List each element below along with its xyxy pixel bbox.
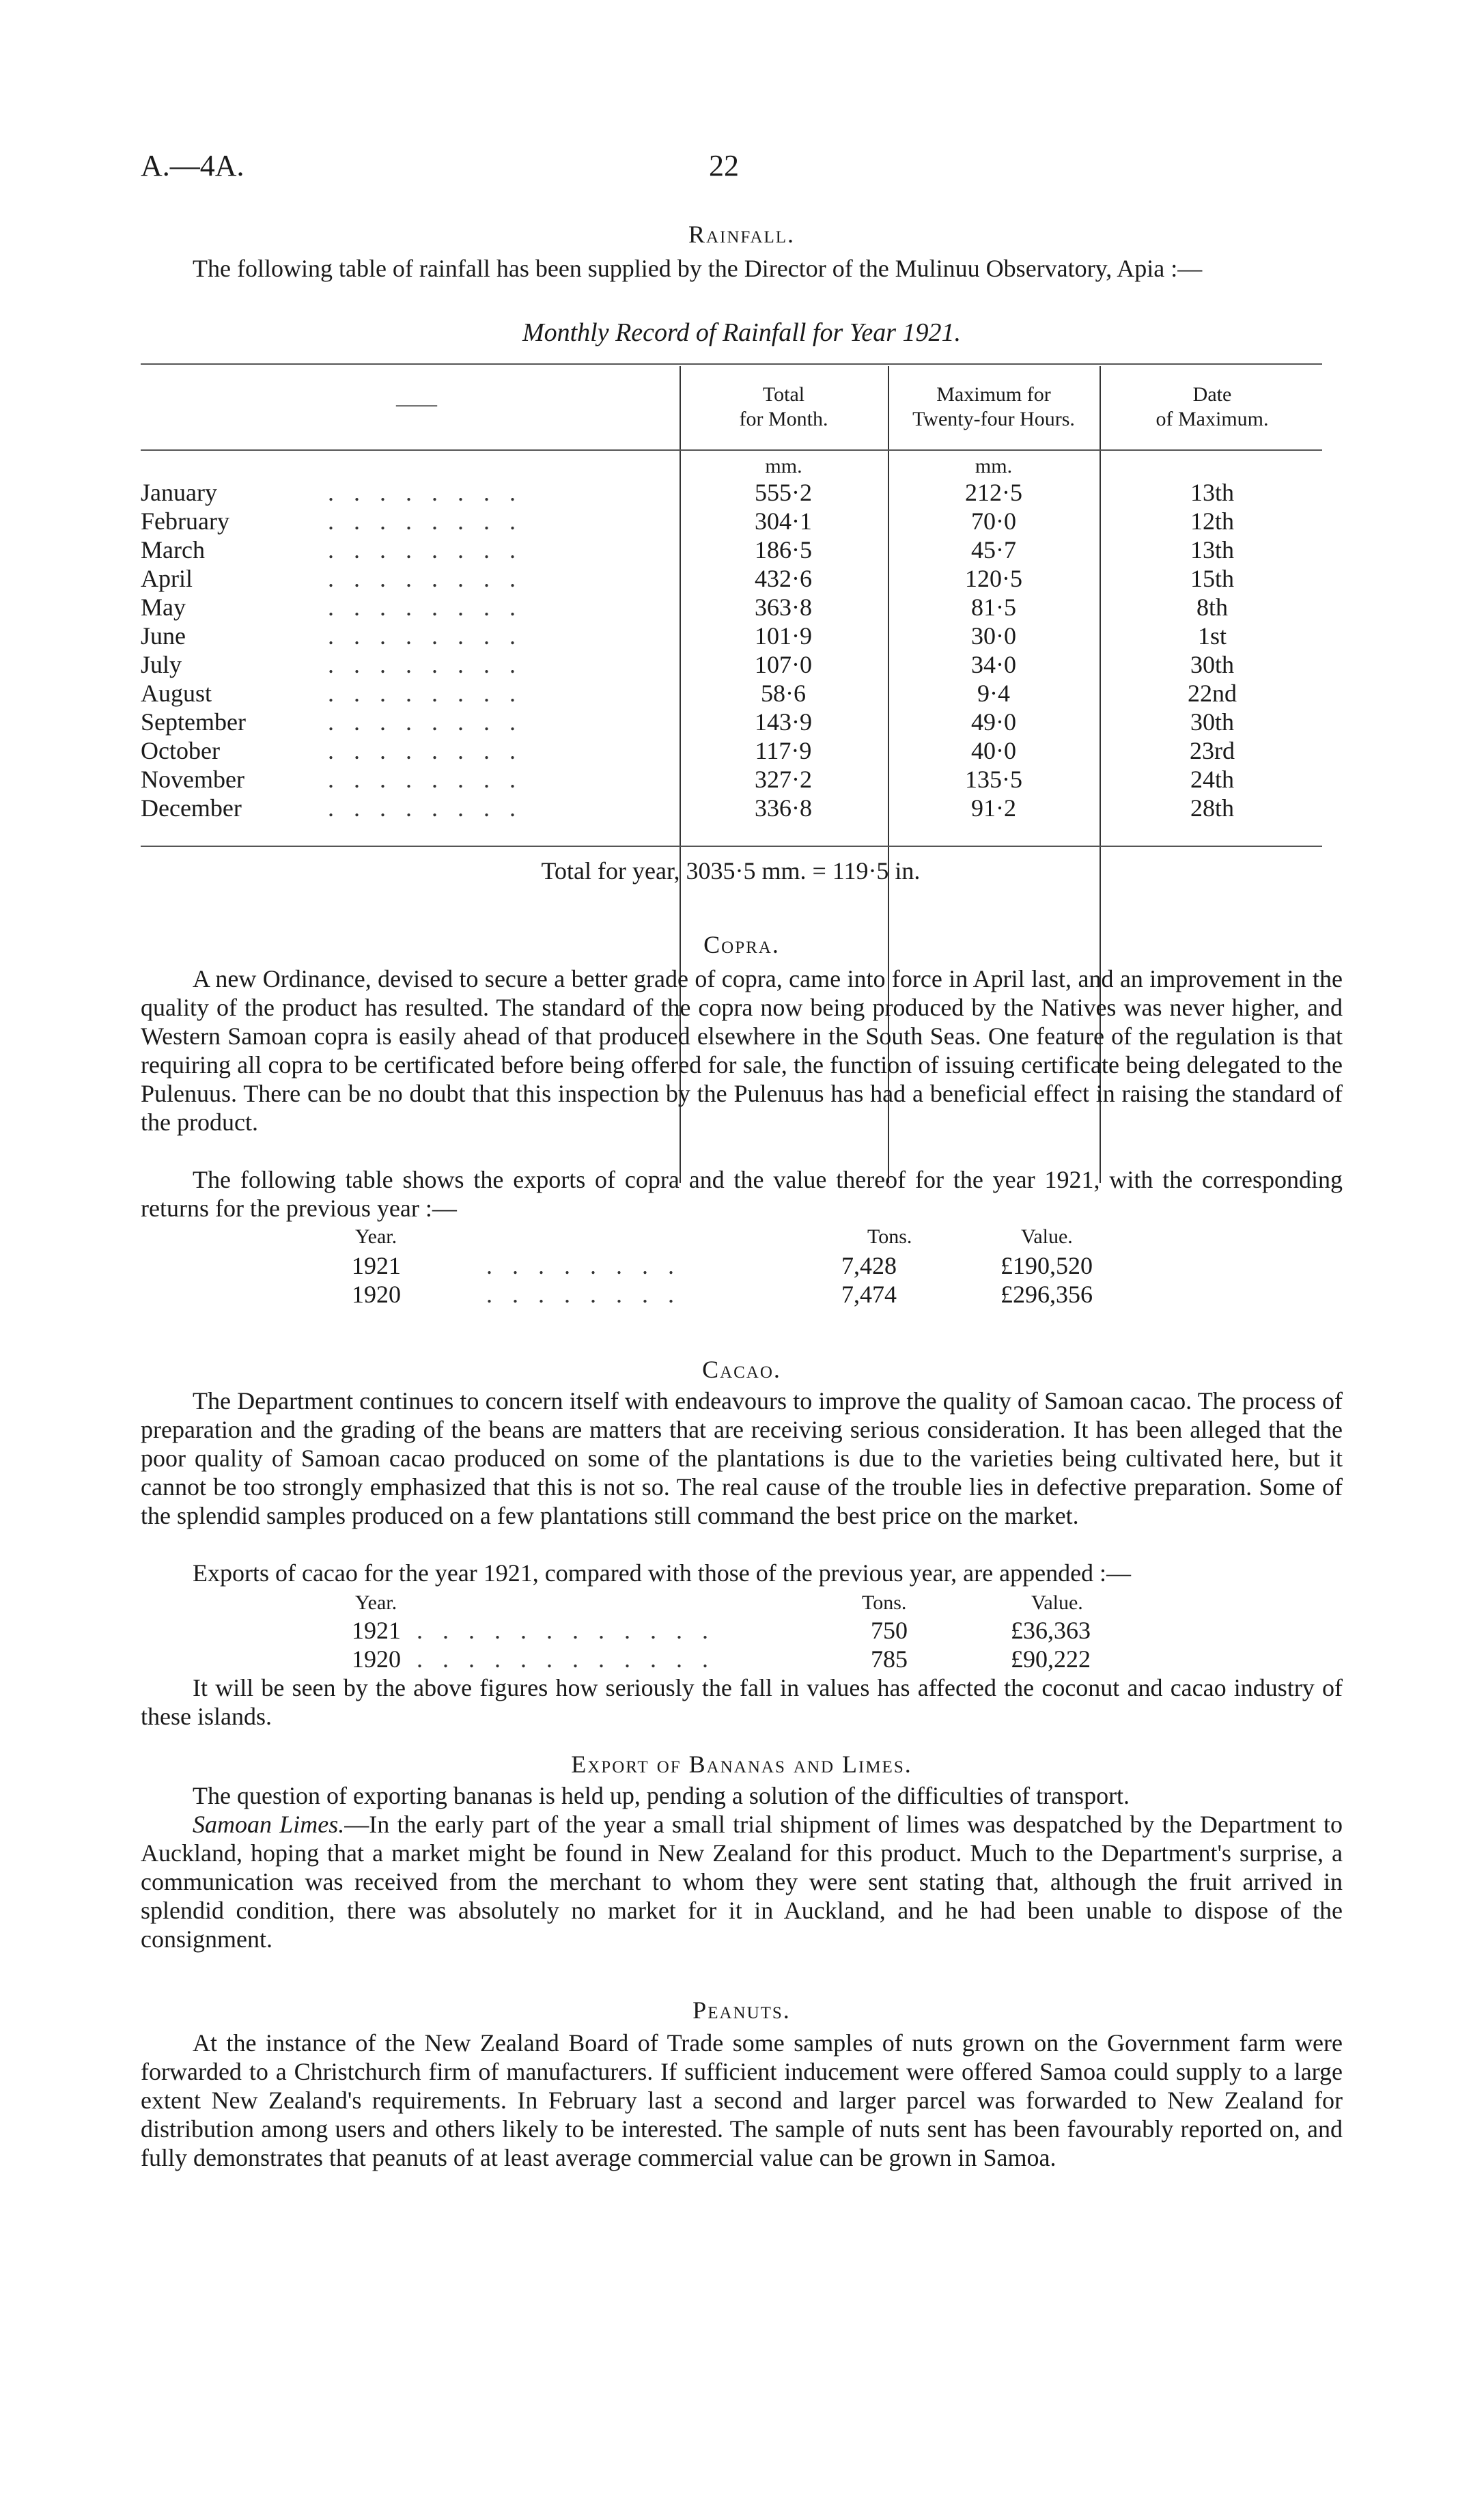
dot-leader: . . . . . . . . <box>486 1281 681 1308</box>
cell-tons: 7,474 <box>841 1281 897 1308</box>
cell-maximum: 30·0 <box>971 622 1016 650</box>
cell-month: October <box>141 737 220 764</box>
rainfall-heading: Rainfall. <box>688 221 796 248</box>
dot-leader: . . . . . . . . <box>328 737 522 764</box>
column-header-label: —— <box>396 393 437 415</box>
cell-date: 12th <box>1190 507 1234 535</box>
cell-year: 1921 <box>352 1617 401 1644</box>
cell-total: 327·2 <box>755 766 812 793</box>
rainfall-intro: The following table of rainfall has been supplied by the Director of the Mulinuu Observatory, Apia :— <box>193 255 1203 282</box>
cacao-paragraph-2: Exports of cacao for the year 1921, compared with those of the previous year, are appended :— <box>193 1559 1132 1587</box>
dot-leader: . . . . . . . . <box>328 565 522 592</box>
rainfall-table-caption: Monthly Record of Rainfall for Year 1921. <box>522 318 962 347</box>
header-rule <box>141 449 1322 451</box>
peanuts-paragraph: At the instance of the New Zealand Board of Trade some samples of nuts grown on the Government farm were forwarded to a Christchurch firm of manufacturers. If sufficient inducement were offered Samoa could supply to a large extent New Zealand's requirements. In February last a second and larger parcel was forwarded to New Zealand for distribution among users and others likely to be interested. The sample of nuts sent has been favourably reported on, and fully demonstrates that peanuts of at least average commercial value can be grown in Samoa. <box>141 2029 1343 2171</box>
cell-date: 30th <box>1190 708 1234 736</box>
cell-date: 30th <box>1190 651 1234 678</box>
dot-leader: . . . . . . . . <box>328 680 522 707</box>
cell-total: 143·9 <box>755 708 812 736</box>
cell-month: September <box>141 708 246 736</box>
cell-value: £90,222 <box>1011 1645 1091 1673</box>
cell-total: 117·9 <box>755 737 812 764</box>
cell-date: 22nd <box>1188 680 1237 707</box>
cell-month: February <box>141 507 229 535</box>
cell-maximum: 120·5 <box>965 565 1022 592</box>
cell-date: 13th <box>1190 536 1234 563</box>
cell-total: 432·6 <box>755 565 812 592</box>
copra-paragraph-1: A new Ordinance, devised to secure a better grade of copra, came into force in April last, and an improvement in the quality of the product has resulted. The standard of the copra now being produced by the Natives was never higher, and Western Samoan copra is easily ahead of that produced elsewhere in the South Seas. One feature of the regulation is that requiring all copra to be certificated before being offered for sale, the function of issuing certificate being delegated to the Pulenuus. There can be no doubt that this inspection by the Pulenuus has had a beneficial effect in raising the standard of the product. <box>141 965 1343 1136</box>
cell-maximum: 81·5 <box>971 594 1016 621</box>
cell-month: May <box>141 594 186 621</box>
cell-total: 363·8 <box>755 594 812 621</box>
limes-subheading: Samoan Limes. <box>193 1811 345 1838</box>
dot-leader: . . . . . . . . <box>486 1252 681 1279</box>
cell-maximum: 34·0 <box>971 651 1016 678</box>
page-number: 22 <box>709 149 739 182</box>
dot-leader: . . . . . . . . . . . . <box>417 1645 715 1673</box>
cell-total: 304·1 <box>755 507 812 535</box>
dot-leader: . . . . . . . . <box>328 766 522 793</box>
cell-date: 8th <box>1196 594 1228 621</box>
peanuts-heading: Peanuts. <box>692 1996 791 2024</box>
cacao-paragraph-3: It will be seen by the above figures how seriously the fall in values has affected the coconut and cacao industry of these islands. <box>141 1674 1343 1730</box>
cell-maximum: 45·7 <box>971 536 1016 563</box>
dot-leader: . . . . . . . . <box>328 651 522 678</box>
cell-tons: 750 <box>871 1617 908 1644</box>
dot-leader: . . . . . . . . <box>328 594 522 621</box>
table-top-rule <box>141 363 1322 365</box>
column-header-maximum <box>891 382 1096 432</box>
header-line: of Maximum. <box>1156 408 1269 430</box>
cell-date: 24th <box>1190 766 1234 793</box>
cell-month: June <box>141 622 186 650</box>
limes-paragraph <box>141 1810 1343 1953</box>
column-header-total <box>683 382 884 432</box>
unit-total: mm. <box>765 455 802 477</box>
header-line: Total <box>762 383 805 406</box>
cell-total: 336·8 <box>755 794 812 822</box>
cell-tons: 785 <box>871 1645 908 1673</box>
cell-maximum: 70·0 <box>971 507 1016 535</box>
header-value: Value. <box>1031 1591 1083 1614</box>
cell-date: 1st <box>1197 622 1227 650</box>
cacao-paragraph-1: The Department continues to concern itself with endeavours to improve the quality of Samoan cacao. The process of preparation and the grading of the beans are matters that are receiving serious consideration. It has been alleged that the poor quality of Samoan cacao produced on some of the plantations is due to the varieties being cultivated here, but it cannot be too strongly emphasized that this is not so. The real cause of the trouble lies in defective preparation. Some of the splendid samples produced on a few plantations still command the best price on the market. <box>141 1387 1343 1529</box>
cell-value: £296,356 <box>1000 1281 1093 1308</box>
header-tons: Tons. <box>867 1225 912 1248</box>
dot-leader: . . . . . . . . <box>328 536 522 563</box>
limes-text: —In the early part of the year a small trial shipment of limes was despatched by the Department to Auckland, hoping that a market might be found in New Zealand for this product. Much to the Department's surprise, a communication was received from the merchant to whom they were sent stating that, although the fruit arrived in splendid condition, there was absolutely no market for it in Auckland, and he had been unable to dispose of the consignment. <box>141 1811 1343 1953</box>
cell-month: April <box>141 565 193 592</box>
cell-maximum: 212·5 <box>965 479 1022 506</box>
rainfall-year-total: Total for year, 3035·5 mm. = 119·5 in. <box>541 857 921 885</box>
cell-total: 186·5 <box>755 536 812 563</box>
cell-maximum: 135·5 <box>965 766 1022 793</box>
cell-month: January <box>141 479 217 506</box>
dot-leader: . . . . . . . . <box>328 708 522 736</box>
header-year: Year. <box>355 1591 397 1614</box>
cell-tons: 7,428 <box>841 1252 897 1279</box>
cell-total: 555·2 <box>755 479 812 506</box>
bananas-limes-heading: Export of Bananas and Limes. <box>571 1751 912 1778</box>
cell-month: November <box>141 766 244 793</box>
column-header-date <box>1103 382 1321 432</box>
cell-date: 28th <box>1190 794 1234 822</box>
cell-maximum: 49·0 <box>971 708 1016 736</box>
dot-leader: . . . . . . . . <box>328 507 522 535</box>
cell-month: July <box>141 651 182 678</box>
cell-maximum: 91·2 <box>971 794 1016 822</box>
cell-total: 58·6 <box>761 680 806 707</box>
header-line: Date <box>1192 383 1232 406</box>
cell-year: 1921 <box>352 1252 401 1279</box>
cell-maximum: 9·4 <box>977 680 1010 707</box>
cell-value: £190,520 <box>1000 1252 1093 1279</box>
dot-leader: . . . . . . . . <box>328 794 522 822</box>
cell-year: 1920 <box>352 1281 401 1308</box>
unit-maximum: mm. <box>975 455 1013 477</box>
cell-maximum: 40·0 <box>971 737 1016 764</box>
header-tons: Tons. <box>862 1591 907 1614</box>
cell-value: £36,363 <box>1011 1617 1091 1644</box>
cell-month: March <box>141 536 205 563</box>
dot-leader: . . . . . . . . <box>328 622 522 650</box>
copra-paragraph-2: The following table shows the exports of copra and the value thereof for the year 1921, with the corresponding returns for the previous year :— <box>141 1166 1343 1222</box>
dot-leader: . . . . . . . . <box>328 479 522 506</box>
header-line: for Month. <box>739 408 828 430</box>
header-value: Value. <box>1021 1225 1073 1248</box>
header-year: Year. <box>355 1225 397 1248</box>
cell-total: 107·0 <box>755 651 812 678</box>
document-reference: A.—4A. <box>141 149 244 182</box>
table-bottom-rule <box>141 846 1322 847</box>
copra-heading: Copra. <box>703 931 780 958</box>
cell-date: 23rd <box>1190 737 1235 764</box>
cell-month: August <box>141 680 212 707</box>
cell-year: 1920 <box>352 1645 401 1673</box>
header-line: Maximum for <box>936 383 1051 406</box>
cell-month: December <box>141 794 242 822</box>
cell-total: 101·9 <box>755 622 812 650</box>
header-line: Twenty-four Hours. <box>912 408 1075 430</box>
dot-leader: . . . . . . . . . . . . <box>417 1617 715 1644</box>
cell-date: 15th <box>1190 565 1234 592</box>
bananas-paragraph: The question of exporting bananas is held up, pending a solution of the difficulties of transport. <box>193 1782 1130 1809</box>
cacao-heading: Cacao. <box>702 1356 781 1383</box>
cell-date: 13th <box>1190 479 1234 506</box>
